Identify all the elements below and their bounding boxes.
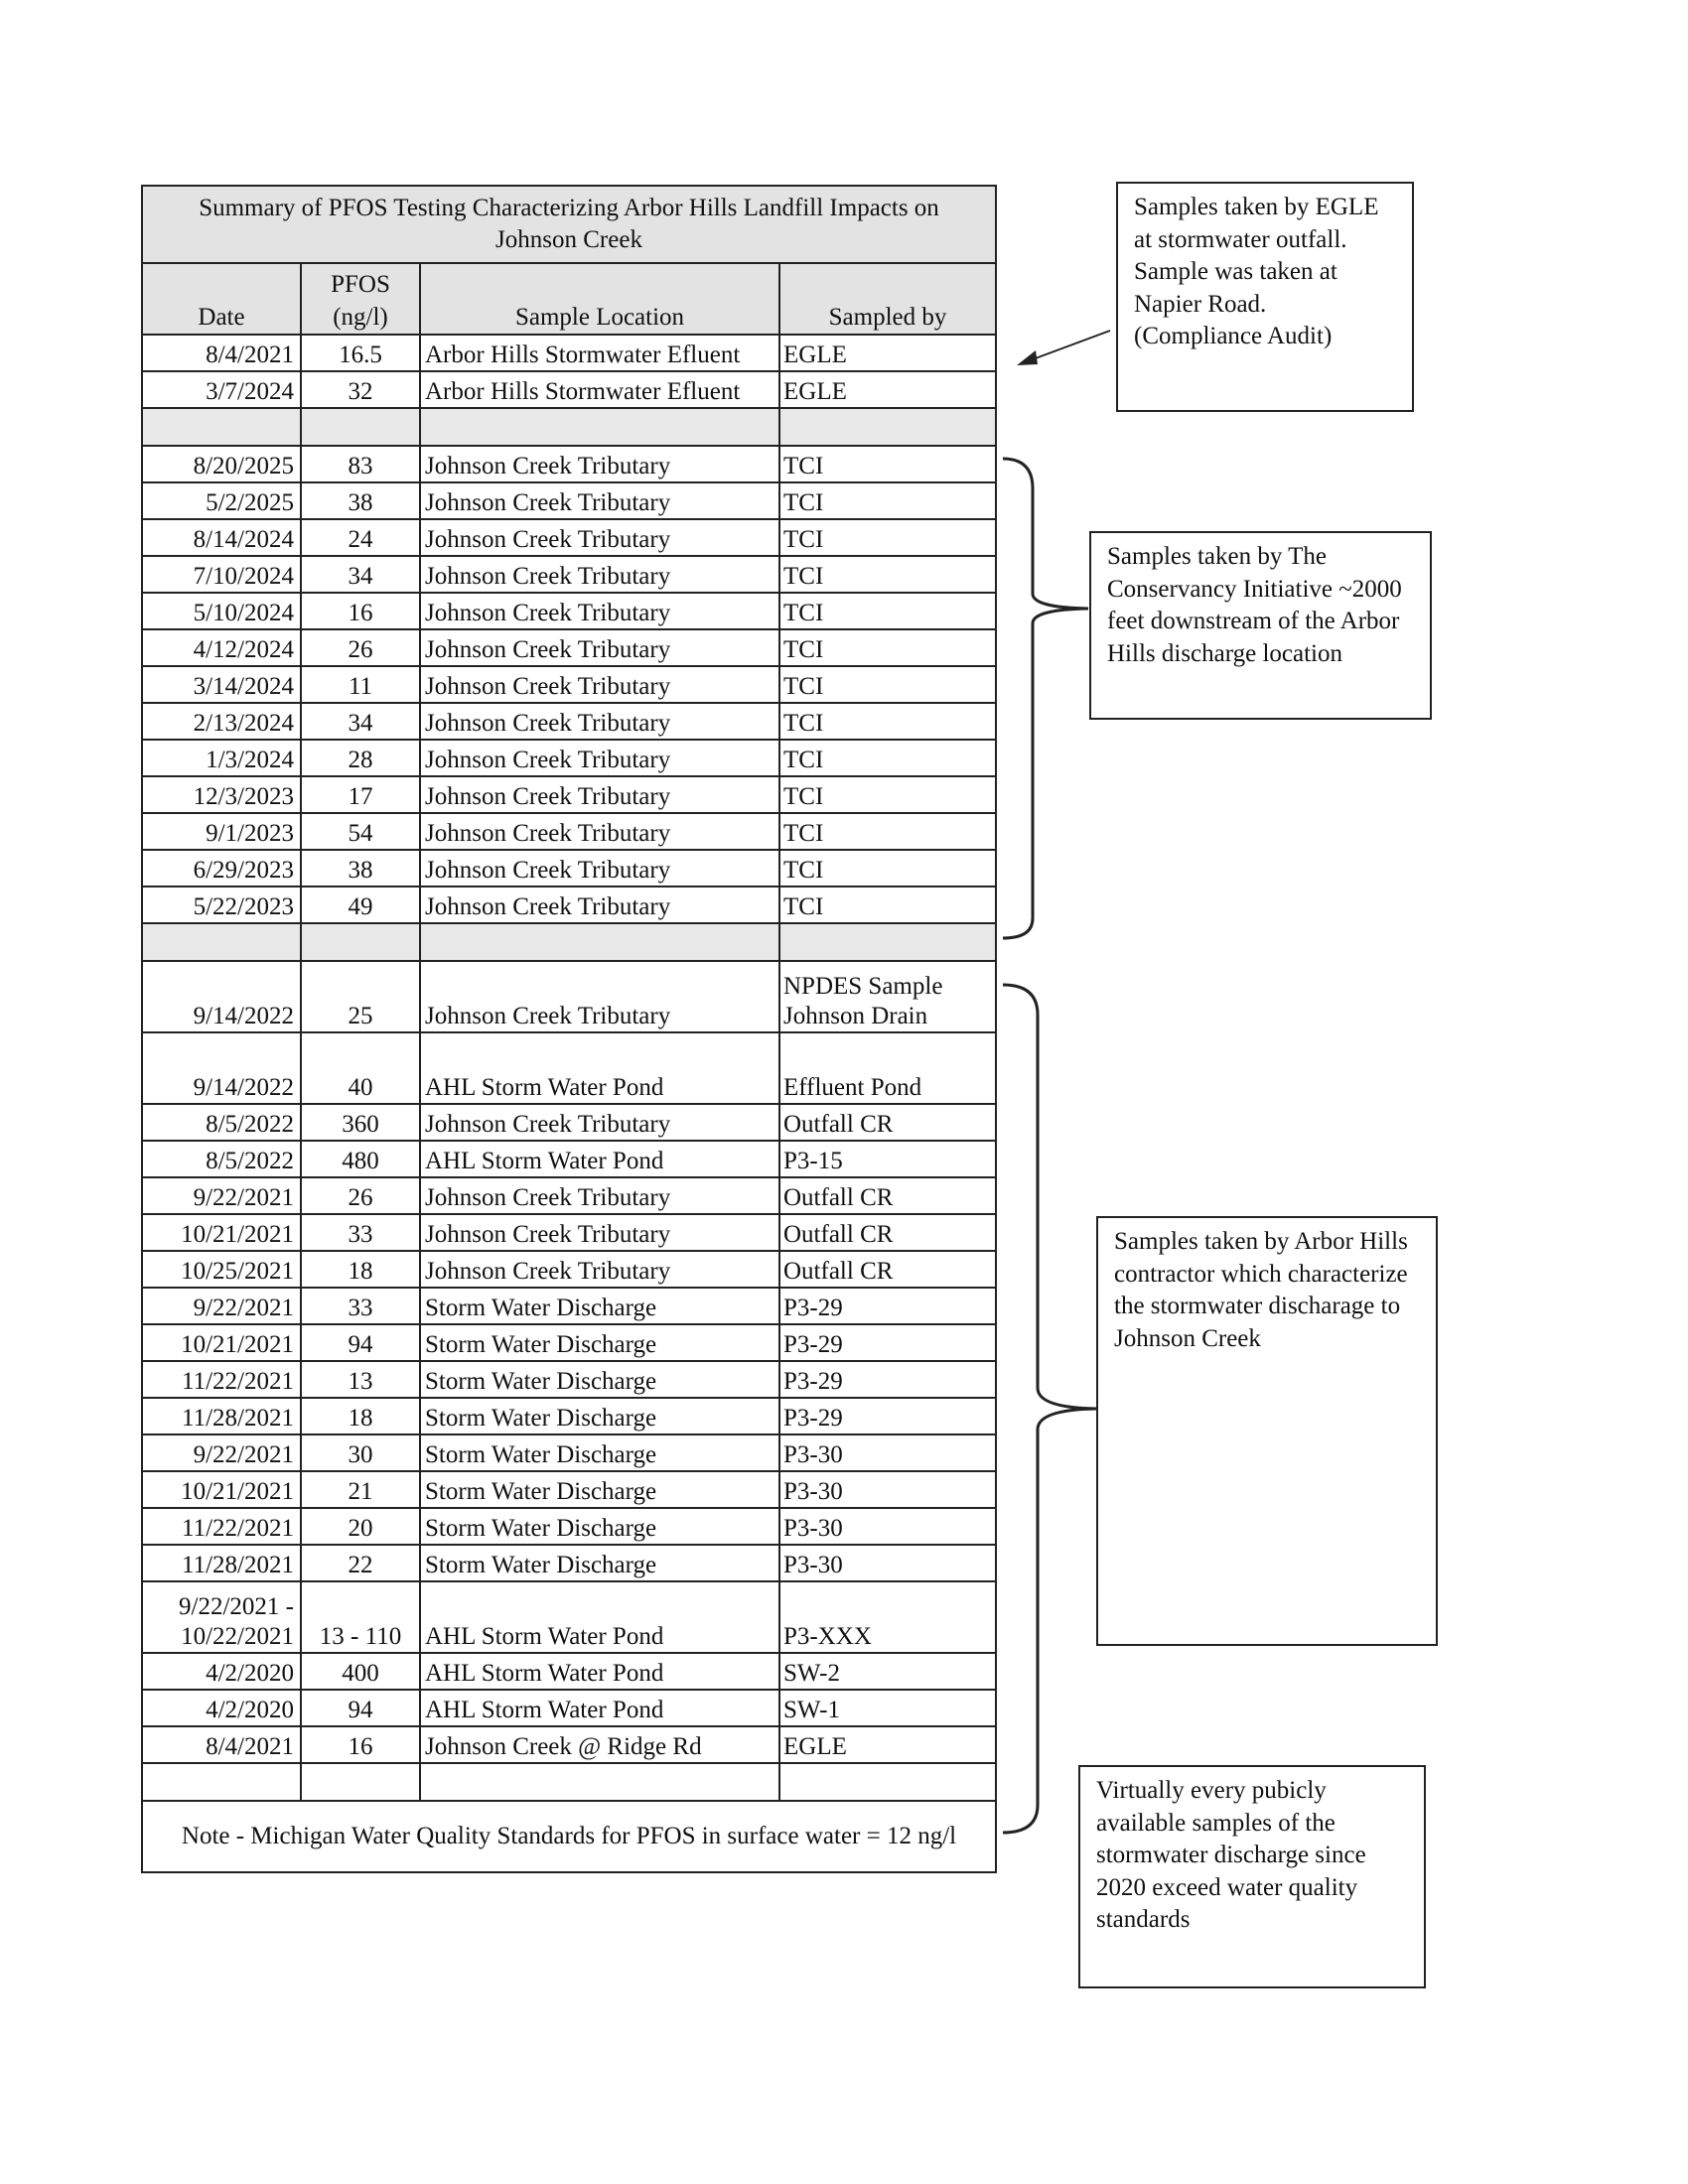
blank-row: [142, 1763, 996, 1801]
row-pfos: 400: [301, 1653, 420, 1690]
row-date: 10/21/2021: [142, 1214, 301, 1251]
row-pfos: 30: [301, 1434, 420, 1471]
table-row: [142, 1471, 996, 1508]
table-row: [142, 482, 996, 519]
row-pfos: 26: [301, 1177, 420, 1214]
row-sample-location: AHL Storm Water Pond: [420, 1581, 779, 1653]
row-date: 9/14/2022: [142, 961, 301, 1032]
row-date: 9/22/2021: [142, 1434, 301, 1471]
table-row: [142, 961, 996, 1032]
row-pfos: 11: [301, 666, 420, 703]
table-row: [142, 1324, 996, 1361]
row-sample-location: AHL Storm Water Pond: [420, 1690, 779, 1726]
row-date: 8/4/2021: [142, 1726, 301, 1763]
table-row: [142, 813, 996, 850]
row-sampled-by: TCI: [779, 776, 996, 813]
egle-sample-group: [142, 335, 996, 408]
row-date: 11/22/2021: [142, 1508, 301, 1545]
row-sample-location: Johnson Creek Tributary: [420, 446, 779, 482]
table-row: [142, 1726, 996, 1763]
row-sampled-by: EGLE: [779, 335, 996, 371]
row-sample-location: Johnson Creek Tributary: [420, 1214, 779, 1251]
brace-icon: [1003, 985, 1096, 1833]
row-sample-location: AHL Storm Water Pond: [420, 1141, 779, 1177]
row-sampled-by: Outfall CR: [779, 1214, 996, 1251]
row-date: 5/22/2023: [142, 887, 301, 923]
callout-tci: Samples taken by The Conservancy Initiative ~2000 feet downstream of the Arbor Hills discharge location: [1089, 531, 1432, 720]
row-pfos: 34: [301, 703, 420, 740]
row-sampled-by: P3-29: [779, 1288, 996, 1324]
table-row: [142, 1032, 996, 1104]
row-date: 9/14/2022: [142, 1032, 301, 1104]
row-pfos: 24: [301, 519, 420, 556]
row-pfos: 28: [301, 740, 420, 776]
table-row: [142, 1653, 996, 1690]
row-date: 11/28/2021: [142, 1398, 301, 1434]
row-sample-location: Johnson Creek Tributary: [420, 629, 779, 666]
row-sampled-by: TCI: [779, 850, 996, 887]
separator-row: [142, 923, 996, 961]
row-sample-location: Johnson Creek Tributary: [420, 482, 779, 519]
row-pfos: 13: [301, 1361, 420, 1398]
row-sampled-by: EGLE: [779, 371, 996, 408]
table-row: [142, 519, 996, 556]
table-title: Summary of PFOS Testing Characterizing Arbor Hills Landfill Impacts on Johnson Creek: [142, 186, 996, 263]
row-pfos: 13 - 110: [301, 1581, 420, 1653]
row-date: 4/2/2020: [142, 1690, 301, 1726]
row-sampled-by: P3-29: [779, 1398, 996, 1434]
header-sample-location: Sample Location: [420, 263, 779, 335]
callout-arbor-hills: Samples taken by Arbor Hills contractor which characterize the stormwater discharage to Johnson Creek: [1096, 1216, 1438, 1646]
row-date: 4/12/2024: [142, 629, 301, 666]
table-row: [142, 629, 996, 666]
row-sample-location: Arbor Hills Stormwater Efluent: [420, 335, 779, 371]
pfos-summary-table: [141, 185, 997, 1873]
row-sampled-by: TCI: [779, 703, 996, 740]
table-row: [142, 556, 996, 593]
row-pfos: 94: [301, 1690, 420, 1726]
row-date: 10/21/2021: [142, 1471, 301, 1508]
row-sampled-by: P3-30: [779, 1508, 996, 1545]
row-pfos: 25: [301, 961, 420, 1032]
row-date: 8/5/2022: [142, 1104, 301, 1141]
row-date: 9/22/2021: [142, 1288, 301, 1324]
row-sampled-by: SW-1: [779, 1690, 996, 1726]
table-row: [142, 850, 996, 887]
table-row: [142, 1434, 996, 1471]
table-row: [142, 703, 996, 740]
separator-row: [142, 408, 996, 446]
row-pfos: 49: [301, 887, 420, 923]
row-pfos: 34: [301, 556, 420, 593]
row-date: 3/14/2024: [142, 666, 301, 703]
row-pfos: 83: [301, 446, 420, 482]
table-row: [142, 593, 996, 629]
tci-sample-group: [142, 446, 996, 923]
table-row: [142, 1214, 996, 1251]
row-date: 3/7/2024: [142, 371, 301, 408]
row-sample-location: Johnson Creek Tributary: [420, 813, 779, 850]
row-sampled-by: P3-29: [779, 1361, 996, 1398]
table-row: [142, 1141, 996, 1177]
row-date: 8/5/2022: [142, 1141, 301, 1177]
row-sampled-by: TCI: [779, 629, 996, 666]
header-date: Date: [142, 263, 301, 335]
table-row: [142, 1177, 996, 1214]
row-sampled-by: TCI: [779, 740, 996, 776]
table-row: [142, 776, 996, 813]
row-sample-location: Johnson Creek Tributary: [420, 1177, 779, 1214]
row-date: 10/21/2021: [142, 1324, 301, 1361]
brace-icon: [1003, 459, 1088, 938]
row-pfos: 360: [301, 1104, 420, 1141]
row-pfos: 21: [301, 1471, 420, 1508]
row-pfos: 17: [301, 776, 420, 813]
row-sampled-by: Effluent Pond: [779, 1032, 996, 1104]
row-sample-location: Johnson Creek Tributary: [420, 593, 779, 629]
row-sampled-by: P3-30: [779, 1434, 996, 1471]
row-sample-location: Johnson Creek Tributary: [420, 519, 779, 556]
row-pfos: 20: [301, 1508, 420, 1545]
row-sample-location: Johnson Creek Tributary: [420, 1104, 779, 1141]
row-sample-location: Arbor Hills Stormwater Efluent: [420, 371, 779, 408]
row-sample-location: Johnson Creek @ Ridge Rd: [420, 1726, 779, 1763]
arrow-icon: [1017, 331, 1110, 365]
header-sampled-by: Sampled by: [779, 263, 996, 335]
row-sampled-by: Outfall CR: [779, 1104, 996, 1141]
row-pfos: 94: [301, 1324, 420, 1361]
table-row: [142, 1104, 996, 1141]
row-date: 6/29/2023: [142, 850, 301, 887]
row-date: 5/10/2024: [142, 593, 301, 629]
table-row: [142, 335, 996, 371]
row-sampled-by: TCI: [779, 482, 996, 519]
row-sampled-by: EGLE: [779, 1726, 996, 1763]
row-sample-location: Storm Water Discharge: [420, 1398, 779, 1434]
table-row: [142, 666, 996, 703]
row-sample-location: Storm Water Discharge: [420, 1324, 779, 1361]
row-sample-location: Storm Water Discharge: [420, 1288, 779, 1324]
row-sample-location: Storm Water Discharge: [420, 1361, 779, 1398]
table-row: [142, 1690, 996, 1726]
table-row: [142, 1508, 996, 1545]
row-sample-location: Storm Water Discharge: [420, 1471, 779, 1508]
row-sample-location: AHL Storm Water Pond: [420, 1032, 779, 1104]
row-pfos: 32: [301, 371, 420, 408]
row-date: 8/4/2021: [142, 335, 301, 371]
row-pfos: 16: [301, 1726, 420, 1763]
callout-egle: Samples taken by EGLE at stormwater outfall. Sample was taken at Napier Road. (Compliance Audit): [1116, 182, 1414, 412]
row-sample-location: Johnson Creek Tributary: [420, 666, 779, 703]
row-pfos: 40: [301, 1032, 420, 1104]
row-pfos: 18: [301, 1251, 420, 1288]
row-sample-location: Johnson Creek Tributary: [420, 556, 779, 593]
water-quality-note: Note - Michigan Water Quality Standards for PFOS in surface water = 12 ng/l: [142, 1801, 996, 1872]
row-sample-location: Johnson Creek Tributary: [420, 961, 779, 1032]
table-row: [142, 1581, 996, 1653]
row-pfos: 18: [301, 1398, 420, 1434]
row-date: 8/20/2025: [142, 446, 301, 482]
row-pfos: 16: [301, 593, 420, 629]
row-sampled-by: P3-30: [779, 1545, 996, 1581]
row-sample-location: Johnson Creek Tributary: [420, 740, 779, 776]
row-sample-location: AHL Storm Water Pond: [420, 1653, 779, 1690]
row-sampled-by: TCI: [779, 593, 996, 629]
row-sampled-by: TCI: [779, 666, 996, 703]
row-sample-location: Storm Water Discharge: [420, 1434, 779, 1471]
header-row: [142, 263, 996, 335]
row-sampled-by: P3-15: [779, 1141, 996, 1177]
row-sampled-by: Outfall CR: [779, 1177, 996, 1214]
row-sampled-by: Outfall CR: [779, 1251, 996, 1288]
row-date: 8/14/2024: [142, 519, 301, 556]
row-date: 7/10/2024: [142, 556, 301, 593]
row-sampled-by: TCI: [779, 887, 996, 923]
row-date: 9/22/2021: [142, 1177, 301, 1214]
header-pfos: PFOS (ng/l): [301, 263, 420, 335]
row-pfos: 26: [301, 629, 420, 666]
row-date: 10/25/2021: [142, 1251, 301, 1288]
row-sample-location: Johnson Creek Tributary: [420, 1251, 779, 1288]
row-date: 12/3/2023: [142, 776, 301, 813]
row-pfos: 33: [301, 1288, 420, 1324]
row-sampled-by: TCI: [779, 446, 996, 482]
row-sampled-by: TCI: [779, 556, 996, 593]
arbor-hills-sample-group: [142, 961, 996, 1763]
row-date: 9/22/2021 - 10/22/2021: [142, 1581, 301, 1653]
table-row: [142, 1361, 996, 1398]
row-pfos: 480: [301, 1141, 420, 1177]
row-pfos: 54: [301, 813, 420, 850]
row-sample-location: Johnson Creek Tributary: [420, 850, 779, 887]
row-date: 5/2/2025: [142, 482, 301, 519]
row-sample-location: Johnson Creek Tributary: [420, 776, 779, 813]
table-row: [142, 446, 996, 482]
row-sampled-by: TCI: [779, 519, 996, 556]
row-sampled-by: TCI: [779, 813, 996, 850]
row-date: 1/3/2024: [142, 740, 301, 776]
table-row: [142, 1398, 996, 1434]
row-pfos: 16.5: [301, 335, 420, 371]
table-row: [142, 1251, 996, 1288]
row-date: 4/2/2020: [142, 1653, 301, 1690]
row-sampled-by: P3-30: [779, 1471, 996, 1508]
table-row: [142, 887, 996, 923]
row-pfos: 22: [301, 1545, 420, 1581]
row-sampled-by: NPDES Sample Johnson Drain: [779, 961, 996, 1032]
row-pfos: 33: [301, 1214, 420, 1251]
row-sample-location: Johnson Creek Tributary: [420, 703, 779, 740]
table-row: [142, 1288, 996, 1324]
row-sampled-by: P3-29: [779, 1324, 996, 1361]
row-sampled-by: SW-2: [779, 1653, 996, 1690]
row-sample-location: Johnson Creek Tributary: [420, 887, 779, 923]
row-date: 2/13/2024: [142, 703, 301, 740]
row-sample-location: Storm Water Discharge: [420, 1508, 779, 1545]
row-date: 9/1/2023: [142, 813, 301, 850]
row-pfos: 38: [301, 482, 420, 519]
table-row: [142, 1545, 996, 1581]
row-date: 11/22/2021: [142, 1361, 301, 1398]
callout-exceedance: Virtually every pubicly available samples of the stormwater discharge since 2020 exceed water quality standards: [1078, 1765, 1426, 1988]
table-row: [142, 371, 996, 408]
row-date: 11/28/2021: [142, 1545, 301, 1581]
row-pfos: 38: [301, 850, 420, 887]
row-sample-location: Storm Water Discharge: [420, 1545, 779, 1581]
table-row: [142, 740, 996, 776]
row-sampled-by: P3-XXX: [779, 1581, 996, 1653]
